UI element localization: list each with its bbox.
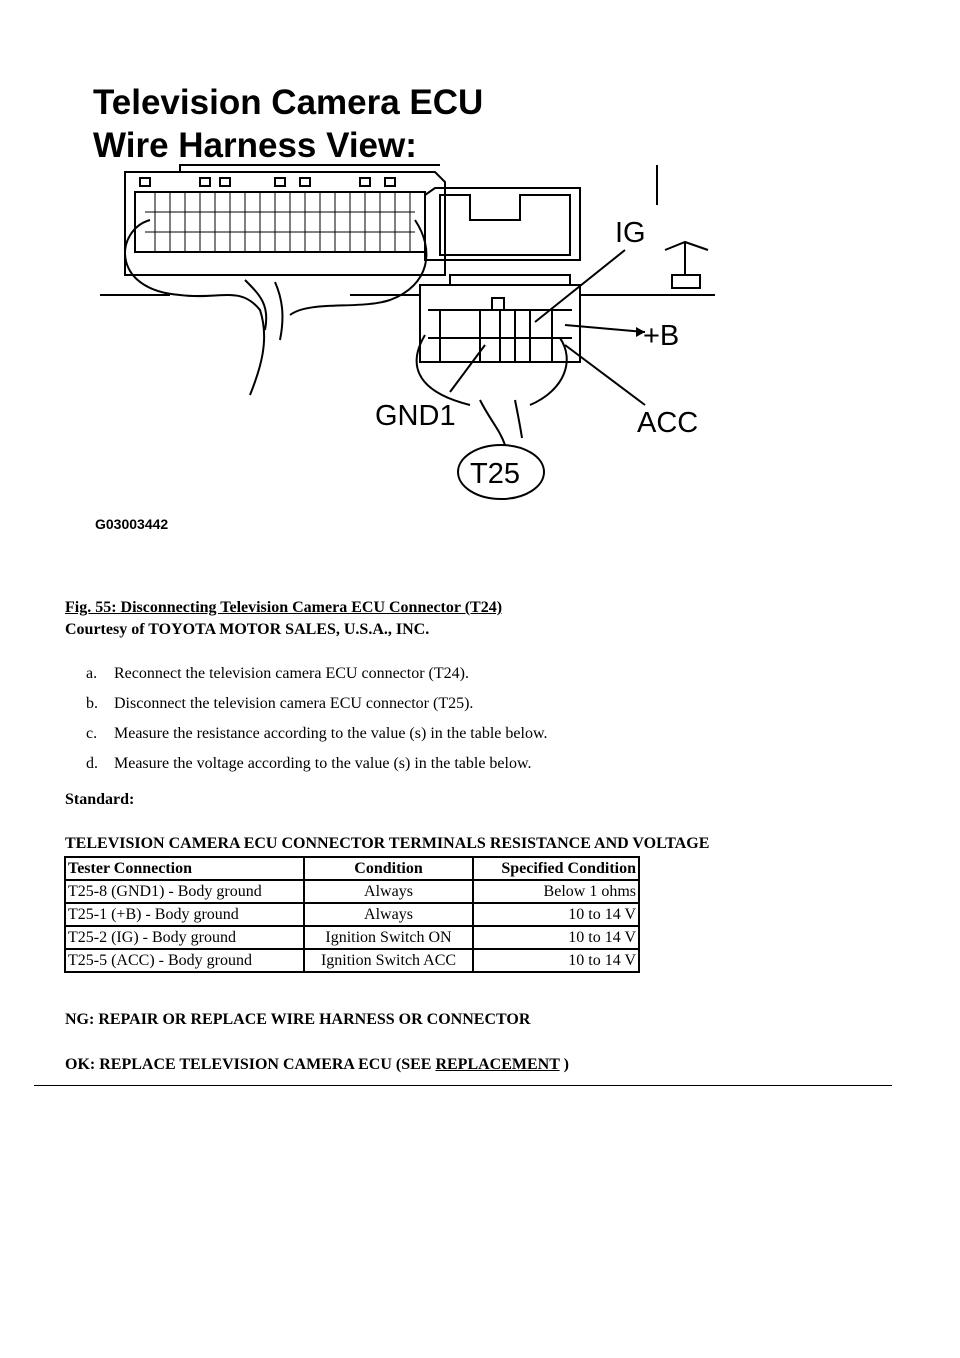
step-text: Measure the resistance according to the value (s) in the table below. — [114, 725, 548, 742]
table-title: TELEVISION CAMERA ECU CONNECTOR TERMINALS RESISTANCE AND VOLTAGE — [65, 835, 710, 852]
ok-result — [65, 1056, 569, 1074]
label-acc: ACC — [637, 407, 699, 439]
horizontal-rule — [34, 1085, 892, 1086]
label-t25: T25 — [470, 458, 520, 490]
step-item — [86, 724, 547, 754]
wire-harness-illustration — [60, 70, 740, 550]
procedure-steps — [86, 664, 547, 784]
figure-code: G03003442 — [95, 516, 169, 532]
header-specified-condition: Specified Condition — [473, 857, 639, 880]
cell-specified-condition: 10 to 14 V — [473, 926, 639, 949]
cell-condition: Ignition Switch ACC — [304, 949, 473, 972]
ok-prefix: OK: REPLACE TELEVISION CAMERA ECU (SEE — [65, 1056, 436, 1073]
cell-tester-connection: T25-5 (ACC) - Body ground — [65, 949, 304, 972]
step-text: Reconnect the television camera ECU connector (T24). — [114, 665, 469, 682]
table-row — [65, 880, 639, 903]
table-row — [65, 903, 639, 926]
header-tester-connection: Tester Connection — [65, 857, 304, 880]
step-text: Measure the voltage according to the value (s) in the table below. — [114, 755, 532, 772]
cell-condition: Always — [304, 903, 473, 926]
cell-condition: Ignition Switch ON — [304, 926, 473, 949]
ng-result: NG: REPAIR OR REPLACE WIRE HARNESS OR CONNECTOR — [65, 1011, 531, 1028]
cell-specified-condition: 10 to 14 V — [473, 903, 639, 926]
step-marker: c. — [86, 725, 98, 742]
standard-label: Standard: — [65, 791, 135, 808]
figure-title-link[interactable]: Fig. 55: Disconnecting Television Camera ECU Connector (T24) — [65, 599, 503, 616]
connector-diagram — [60, 70, 740, 550]
cell-specified-condition: 10 to 14 V — [473, 949, 639, 972]
table-row — [65, 926, 639, 949]
step-marker: d. — [86, 755, 98, 772]
diagram-title-line2: Wire Harness View: — [93, 126, 417, 165]
label-b: +B — [643, 320, 680, 352]
label-gnd1: GND1 — [375, 400, 456, 432]
ok-suffix: ) — [559, 1056, 569, 1073]
step-item — [86, 664, 547, 694]
table-header-row — [65, 857, 639, 880]
courtesy-line: Courtesy of TOYOTA MOTOR SALES, U.S.A., INC. — [65, 621, 430, 638]
figure-caption — [65, 597, 502, 641]
label-ig: IG — [615, 217, 646, 249]
diagram-title-line1: Television Camera ECU — [93, 83, 484, 122]
specification-table — [64, 856, 640, 973]
table-row — [65, 949, 639, 972]
step-marker: b. — [86, 695, 98, 712]
step-text: Disconnect the television camera ECU connector (T25). — [114, 695, 474, 712]
cell-condition: Always — [304, 880, 473, 903]
cell-specified-condition: Below 1 ohms — [473, 880, 639, 903]
step-marker: a. — [86, 665, 98, 682]
cell-tester-connection: T25-1 (+B) - Body ground — [65, 903, 304, 926]
header-condition: Condition — [304, 857, 473, 880]
cell-tester-connection: T25-2 (IG) - Body ground — [65, 926, 304, 949]
cell-tester-connection: T25-8 (GND1) - Body ground — [65, 880, 304, 903]
step-item — [86, 754, 547, 784]
step-item — [86, 694, 547, 724]
replacement-link[interactable]: REPLACEMENT — [435, 1056, 560, 1073]
